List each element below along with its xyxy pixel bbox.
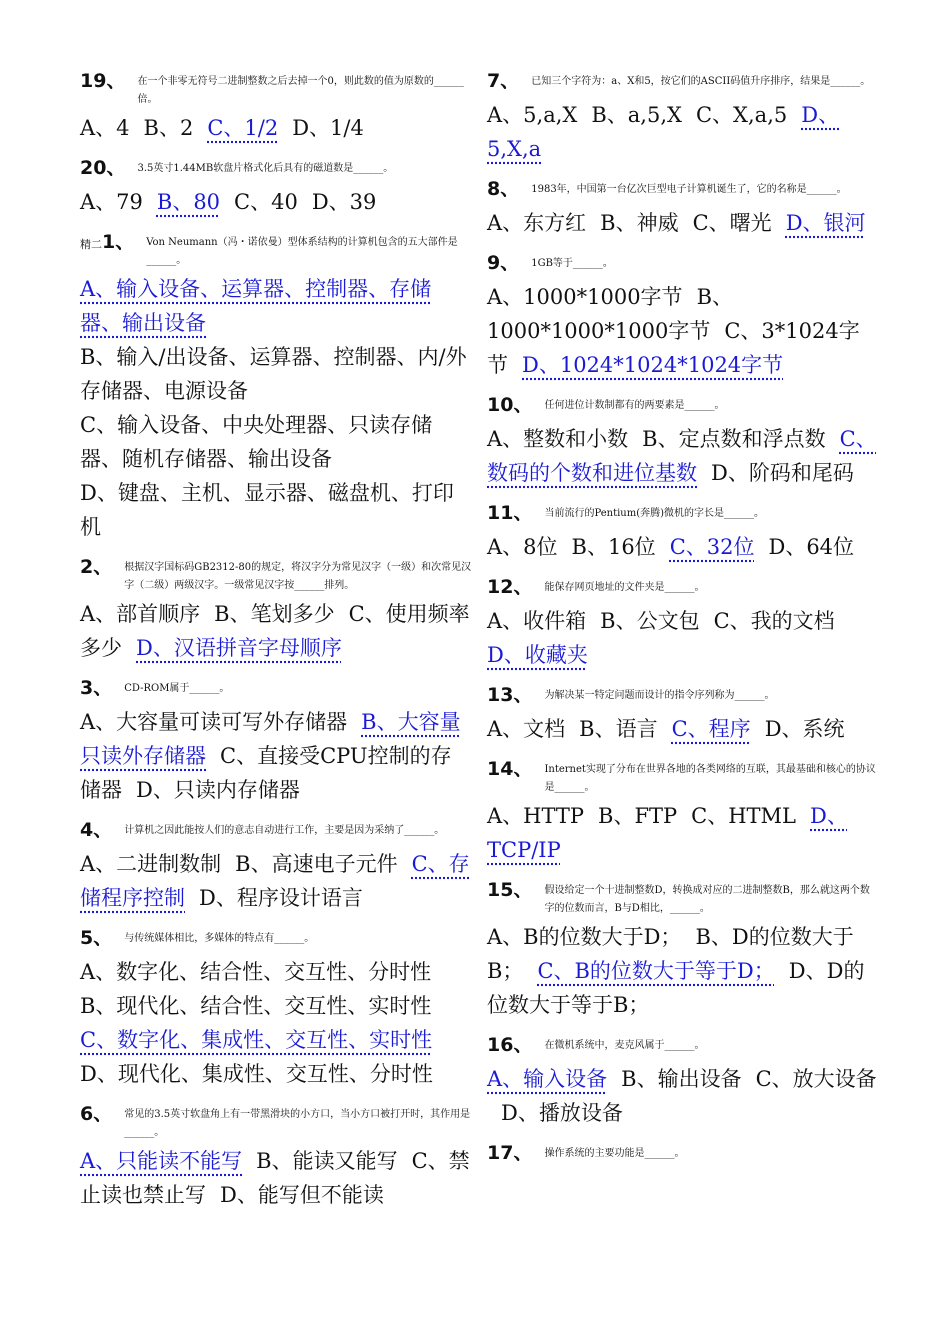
question-text: 1983年，中国第一台亿次巨型电子计算机诞生了，它的名称是______。 (531, 184, 847, 195)
question-number-text: 10、 (487, 394, 533, 416)
answer-option: D、5,X,a (487, 103, 840, 161)
options (80, 1144, 472, 1212)
option: B、输出设备 (621, 1067, 742, 1091)
question-number-text: 7、 (487, 70, 520, 92)
question-number (80, 923, 112, 953)
question-number-text: 19、 (80, 70, 126, 92)
question (487, 572, 877, 672)
option: B、D的位数大于B； (487, 925, 854, 983)
option: B、FTP (598, 804, 678, 828)
answer-option: B、80 (156, 190, 221, 214)
options (487, 422, 877, 490)
question-text: 根据汉字国标码GB2312-80的规定，将汉字分为常见汉字（一级）和次常见汉字（二级）两级汉字。一级常见汉字按______排列。 (124, 562, 472, 591)
question-header (80, 815, 472, 845)
option: D、现代化、集成性、交互性、分时性 (80, 1062, 433, 1086)
option: A、部首顺序 (80, 602, 201, 626)
question-number (80, 66, 125, 96)
option: B、a,5,X (591, 103, 682, 127)
question-text: 1GB等于______。 (531, 258, 613, 269)
question-number (487, 498, 532, 528)
question (80, 552, 472, 665)
question (487, 754, 877, 867)
question-number (80, 815, 112, 845)
option: A、收件箱 (487, 609, 587, 633)
question (80, 815, 472, 915)
question-number-text: 6、 (80, 1103, 113, 1125)
question-number (487, 66, 519, 96)
answer-option: A、输入设备、运算器、控制器、存储器、输出设备 (80, 277, 432, 335)
question-number (80, 227, 134, 260)
option: C、输入设备、中央处理器、只读存储器、随机存储器、输出设备 (80, 413, 433, 471)
question-number-text: 5、 (80, 927, 113, 949)
option: B、1000*1000*1000字节 (487, 285, 733, 343)
option: C、40 (234, 190, 298, 214)
option: A、1000*1000字节 (487, 285, 683, 309)
question-number-text: 20、 (80, 157, 126, 179)
question-number-text: 15、 (487, 879, 533, 901)
option: D、键盘、主机、显示器、磁盘机、打印机 (80, 481, 454, 539)
options (80, 705, 472, 807)
options (80, 955, 472, 1091)
question-header (80, 923, 472, 953)
question-text: 常见的3.5英寸软盘角上有一带黑滑块的小方口，当小方口被打开时，其作用是______。 (124, 1109, 471, 1138)
option: C、使用频率多少 (80, 602, 470, 660)
option: D、能写但不能读 (220, 1183, 384, 1207)
question-header (80, 66, 472, 109)
question (80, 66, 472, 145)
options (487, 280, 877, 382)
option: B、定点数和浮点数 (642, 427, 826, 451)
options (487, 920, 877, 1022)
question (487, 498, 877, 564)
question (487, 248, 877, 382)
option: A、东方红 (487, 211, 587, 235)
question-header (80, 1099, 472, 1142)
option: A、79 (80, 190, 143, 214)
question-header (487, 875, 877, 918)
question (80, 1099, 472, 1212)
question-text: 操作系统的主要功能是______。 (544, 1148, 685, 1159)
option: D、只读内存储器 (136, 778, 300, 802)
question-header (80, 673, 472, 703)
answer-option: A、只能读不能写 (80, 1149, 243, 1173)
options (487, 206, 877, 240)
question-number (487, 1030, 532, 1060)
question-header (487, 248, 877, 278)
option: B、神威 (600, 211, 679, 235)
question-number-text: 9、 (487, 252, 520, 274)
question-header (487, 390, 877, 420)
option: C、直接受CPU控制的存储器 (80, 744, 452, 802)
question (487, 174, 877, 240)
option: B、高速电子元件 (235, 852, 398, 876)
question-text: 在微机系统中，麦克风属于______。 (544, 1040, 705, 1051)
option: C、曙光 (692, 211, 772, 235)
question-number-text: 16、 (487, 1034, 533, 1056)
option: A、4 (80, 116, 130, 140)
options (80, 597, 472, 665)
question-header (80, 227, 472, 270)
answer-option: C、程序 (671, 717, 751, 741)
question-text: 在一个非零无符号二进制整数之后去掉一个0，则此数的值为原数的______倍。 (137, 76, 464, 105)
question-text: Internet实现了分布在世界各地的各类网络的互联，其最基础和核心的协议是______。 (544, 764, 876, 793)
question-number-text: 12、 (487, 576, 533, 598)
question-header (487, 754, 877, 797)
question-text: 3.5英寸1.44MB软盘片格式化后具有的磁道数是______。 (137, 163, 394, 174)
option: B、2 (143, 116, 194, 140)
answer-option: C、数字化、集成性、交互性、实时性 (80, 1028, 433, 1052)
option: B、输入/出设备、运算器、控制器、内/外存储器、电源设备 (80, 345, 467, 403)
question-number-text: 11、 (487, 502, 533, 524)
option: B、笔划多少 (214, 602, 335, 626)
question-number-text: 8、 (487, 178, 520, 200)
options (487, 799, 877, 867)
answer-option: D、TCP/IP (487, 804, 848, 862)
option: B、公文包 (600, 609, 700, 633)
question-number-text: 4、 (80, 819, 113, 841)
option: B、16位 (571, 535, 656, 559)
option: A、8位 (487, 535, 558, 559)
option: D、程序设计语言 (199, 886, 363, 910)
answer-option: C、存储程序控制 (80, 852, 470, 910)
options (80, 847, 472, 915)
question-text: CD-ROM属于______。 (124, 683, 230, 694)
options (487, 712, 877, 746)
answer-option: B、大容量只读外存储器 (80, 710, 461, 768)
question (487, 66, 877, 166)
question-text: 为解决某一特定问题而设计的指令序列称为______。 (544, 690, 775, 701)
options (487, 1062, 877, 1130)
question-number (487, 754, 532, 784)
question-header (487, 174, 877, 204)
answer-option: C、数码的个数和进位基数 (487, 427, 877, 485)
option: A、整数和小数 (487, 427, 629, 451)
right-column (487, 66, 877, 1168)
question (80, 923, 472, 1091)
question-text: 任何进位计数制都有的两要素是______。 (544, 400, 725, 411)
question-text: 计算机之因此能按人们的意志自动进行工作，主要是因为采纳了______。 (124, 825, 445, 836)
question-header (487, 572, 877, 602)
question-header (487, 66, 877, 96)
question (487, 1030, 877, 1130)
option: A、HTTP (487, 804, 585, 828)
option: A、数字化、结合性、交互性、分时性 (80, 960, 432, 984)
question (80, 153, 472, 219)
question (80, 227, 472, 544)
question-number-text: 13、 (487, 684, 533, 706)
question-text: 与传统媒体相比，多媒体的特点有______。 (124, 933, 315, 944)
answer-option: D、1024*1024*1024字节 (522, 353, 784, 377)
question-number (487, 680, 532, 710)
options (487, 98, 877, 166)
option: A、文档 (487, 717, 566, 741)
answer-option: D、汉语拼音字母顺序 (136, 636, 342, 660)
question-text: 能保存网页地址的文件夹是______。 (544, 582, 705, 593)
option: D、阶码和尾码 (711, 461, 854, 485)
question-number-text: 1、 (102, 231, 135, 253)
question-number-text: 17、 (487, 1142, 533, 1164)
option: C、X,a,5 (695, 103, 788, 127)
answer-option: C、B的位数大于等于D； (537, 959, 775, 983)
question-number (80, 153, 125, 183)
question-text: 当前流行的Pentium(奔腾)微机的字长是______。 (544, 508, 765, 519)
question-prefix: 精二 (80, 238, 102, 251)
question-number (487, 572, 532, 602)
answer-option: C、1/2 (207, 116, 279, 140)
question-number (487, 248, 519, 278)
answer-option: D、收藏夹 (487, 643, 588, 667)
question-header (80, 552, 472, 595)
question-number (487, 1138, 532, 1168)
option: D、64位 (768, 535, 855, 559)
option: D、39 (311, 190, 377, 214)
option: B、语言 (579, 717, 658, 741)
question-text: Von Neumann（冯・诺依曼）型体系结构的计算机包含的五大部件是______。 (146, 237, 458, 266)
option: A、二进制数制 (80, 852, 222, 876)
question-header (487, 1138, 877, 1168)
question-header (80, 153, 472, 183)
answer-option: A、输入设备 (487, 1067, 608, 1091)
question-number-text: 2、 (80, 556, 113, 578)
option: A、5,a,X (487, 103, 578, 127)
options (80, 185, 472, 219)
answer-option: C、32位 (669, 535, 755, 559)
question (487, 680, 877, 746)
options (487, 530, 877, 564)
question-number (487, 174, 519, 204)
option: A、大容量可读可写外存储器 (80, 710, 348, 734)
option: B、能读又能写 (256, 1149, 398, 1173)
question-number (80, 552, 112, 582)
options (487, 604, 877, 672)
question-number (487, 875, 532, 905)
option: C、放大设备 (755, 1067, 877, 1091)
options (80, 272, 472, 544)
option: D、系统 (764, 717, 845, 741)
question (487, 875, 877, 1022)
options (80, 111, 472, 145)
question-number (80, 673, 112, 703)
option: D、D的位数大于等于B； (487, 959, 865, 1017)
option: C、HTML (691, 804, 796, 828)
option: C、我的文档 (713, 609, 835, 633)
question-number (80, 1099, 112, 1129)
question-header (487, 498, 877, 528)
option: D、播放设备 (501, 1101, 623, 1125)
question-header (487, 1030, 877, 1060)
question (80, 673, 472, 807)
question (487, 1138, 877, 1168)
option: D、1/4 (292, 116, 364, 140)
option: C、3*1024字节 (487, 319, 860, 377)
option: C、禁止读也禁止写 (80, 1149, 470, 1207)
question-text: 假设给定一个十进制整数D，转换成对应的二进制整数B，那么就这两个数字的位数而言，B与D相比，______。 (544, 885, 870, 914)
question (487, 390, 877, 490)
question-number-text: 14、 (487, 758, 533, 780)
option: B、现代化、结合性、交互性、实时性 (80, 994, 432, 1018)
question-text: 已知三个字符为：a、X和5，按它们的ASCII码值升序排序，结果是______。 (531, 76, 871, 87)
left-column (80, 66, 472, 1220)
question-header (487, 680, 877, 710)
answer-option: D、银河 (785, 211, 866, 235)
question-number (487, 390, 532, 420)
question-number-text: 3、 (80, 677, 113, 699)
option: A、B的位数大于D； (487, 925, 682, 949)
